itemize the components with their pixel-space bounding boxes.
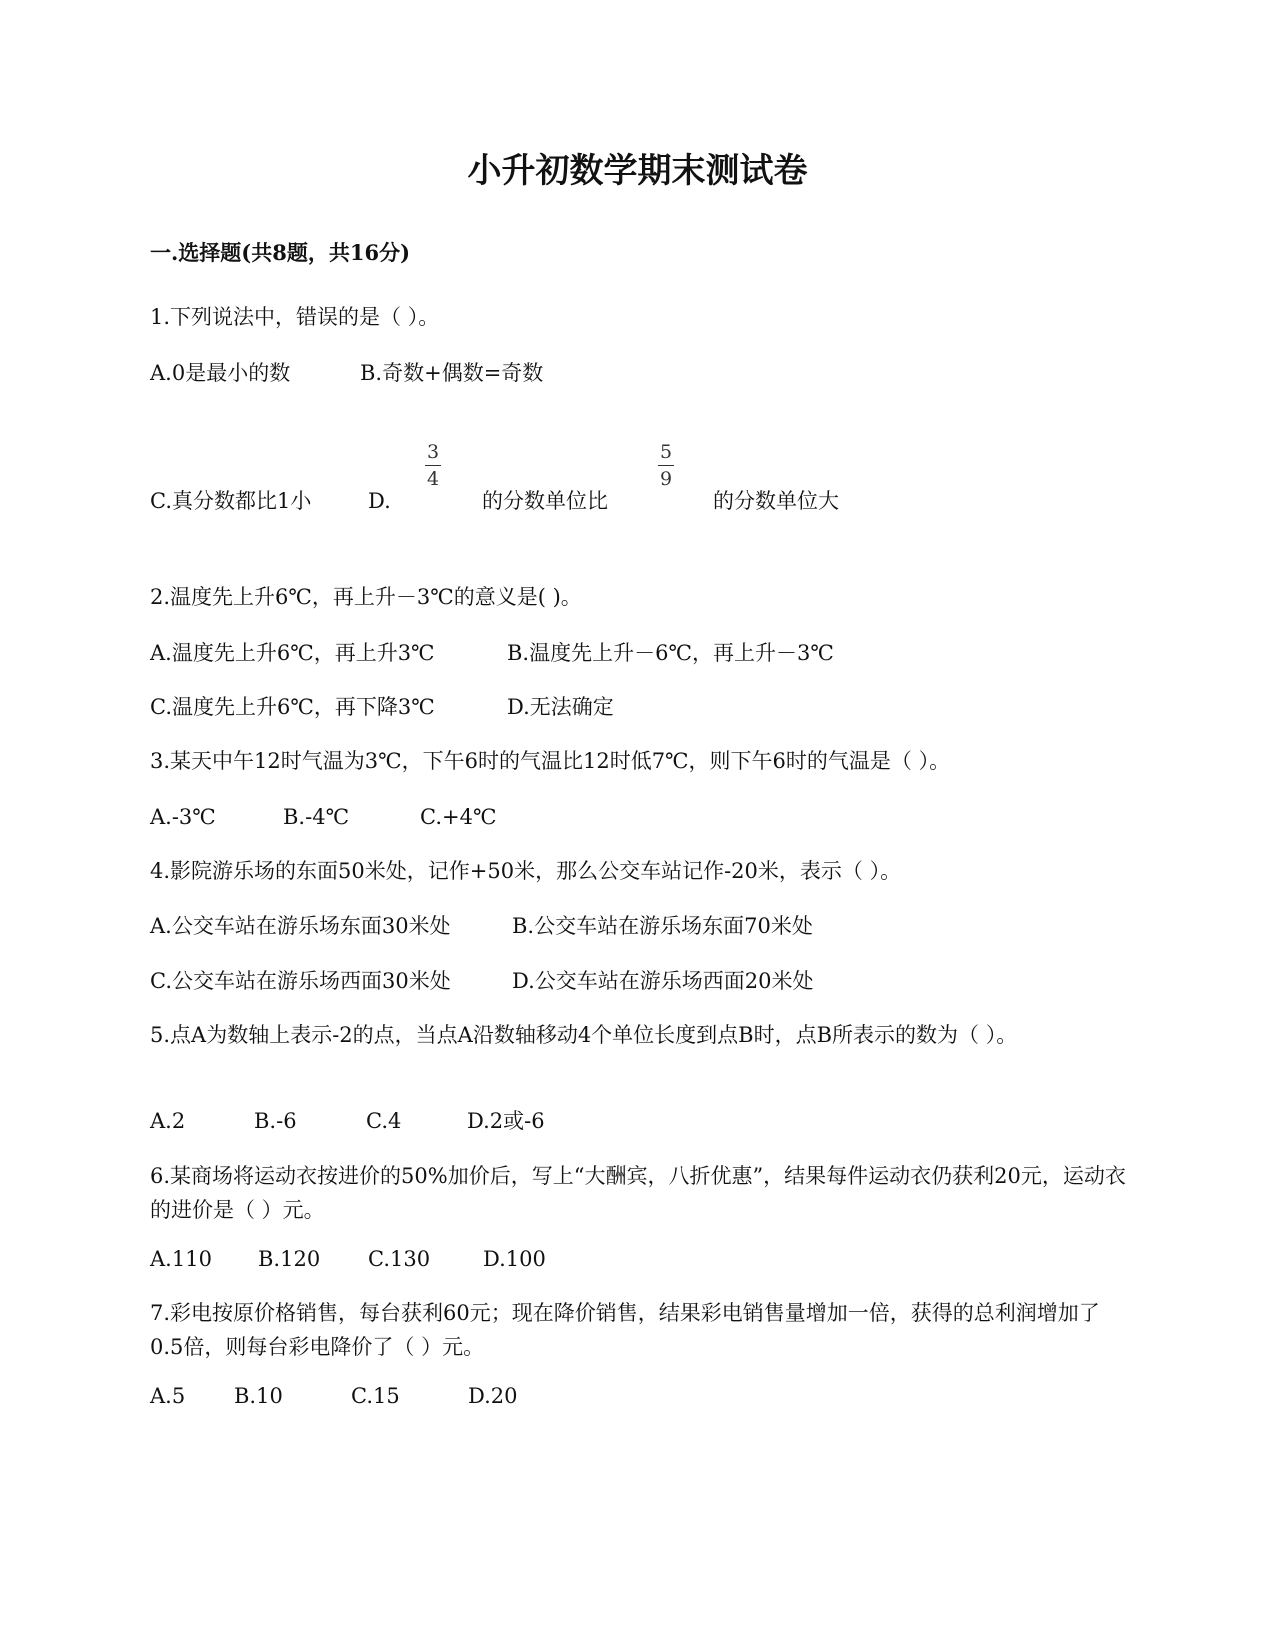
option-a: A.110 [150,1247,212,1271]
option-b: B.120 [258,1247,321,1271]
fraction-bar [425,465,441,466]
option-c: C.温度先上升6℃，再下降3℃ [150,695,435,719]
option-c: C.130 [368,1247,431,1271]
option-d: D.公交车站在游乐场西面20米处 [512,969,814,993]
option-c: C.公交车站在游乐场西面30米处 [150,969,451,993]
fraction-five-ninths [658,441,674,490]
option-b: B.奇数+偶数=奇数 [360,361,544,385]
option-b: B.温度先上升－6℃，再上升－3℃ [507,641,834,665]
option-c: C.+4℃ [420,805,497,829]
option-b: B.公交车站在游乐场东面70米处 [512,914,813,938]
option-b: B.10 [234,1384,283,1408]
question-stem: 3.某天中午12时气温为3℃，下午6时的气温比12时低7℃，则下午6时的气温是（ ）。 [150,749,951,773]
option-c: C.15 [351,1384,400,1408]
option-d-text-suffix: 的分数单位大 [713,489,839,513]
option-d: D.20 [468,1384,518,1408]
question-stem: 6.某商场将运动衣按进价的50%加价后，写上“大酬宾，八折优惠”，结果每件运动衣仍获利20元，运动衣的进价是（ ）元。 [150,1164,1126,1222]
fraction-numerator: 5 [659,441,673,463]
option-c: C.4 [366,1109,402,1133]
option-d: D.2或-6 [467,1109,545,1133]
fraction-bar [658,465,674,466]
option-b: B.-6 [254,1109,297,1133]
option-a: A.0是最小的数 [150,361,291,385]
question-stem: 2.温度先上升6℃，再上升－3℃的意义是( )。 [150,585,582,609]
option-d-label: D. [368,489,391,513]
section-heading: 一.选择题(共8题，共16分) [150,240,411,265]
fraction-numerator: 3 [426,441,440,463]
question-stem: 4.影院游乐场的东面50米处，记作+50米，那么公交车站记作-20米，表示（ ）。 [150,859,902,883]
option-c: C.真分数都比1小 [150,489,312,513]
option-b: B.-4℃ [283,805,350,829]
fraction-denominator: 9 [659,468,673,490]
option-a: A.公交车站在游乐场东面30米处 [150,914,451,938]
option-a: A.2 [150,1109,186,1133]
option-a: A.5 [150,1384,186,1408]
option-a: A.温度先上升6℃，再上升3℃ [150,641,435,665]
option-d: D.无法确定 [507,695,614,719]
option-d-text-middle: 的分数单位比 [482,489,608,513]
question-stem: 1.下列说法中，错误的是（ ）。 [150,305,440,329]
options-row [150,441,1050,516]
option-d: D.100 [483,1247,546,1271]
fraction-denominator: 4 [426,468,440,490]
question-stem: 5.点A为数轴上表示-2的点，当点A沿数轴移动4个单位长度到点B时，点B所表示的数为（ ）。 [150,1023,1018,1047]
fraction-three-quarters [425,441,441,490]
question-stem: 7.彩电按原价格销售，每台获利60元；现在降价销售，结果彩电销售量增加一倍，获得的总利润增加了0.5倍，则每台彩电降价了（ ）元。 [150,1301,1100,1359]
page-title: 小升初数学期末测试卷 [467,151,808,191]
option-a: A.-3℃ [150,805,216,829]
